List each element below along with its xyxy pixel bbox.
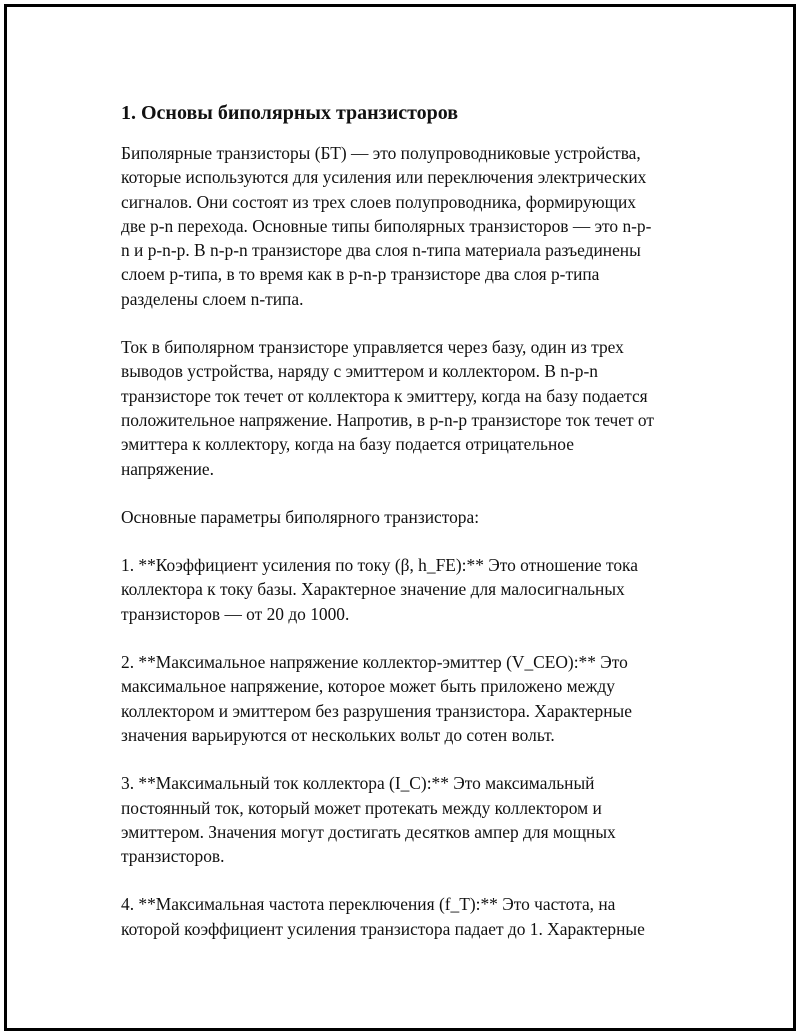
paragraph-current-flow: Ток в биполярном транзисторе управляется через базу, один из трех выводов устройства, наряду с эмиттером и коллектором. В n-p-n транзисторе ток течет от коллектора к эмиттеру, когда на базу подается положительное напряжение. Напротив, в p-n-p транзисторе ток течет от эмиттера к коллектору, когда на базу подается отрицательное напряжение. xyxy=(121,337,654,479)
parameter-item-ft: 4. **Максимальная частота переключения (f_T):** Это частота, на которой коэффициент усиления транзистора падает до 1. Характерные xyxy=(121,894,645,939)
parameter-item-vceo: 2. **Максимальное напряжение коллектор-эмиттер (V_CEO):** Это максимальное напряжение, которое может быть приложено между коллектором и эмиттером без разрушения транзистора. Характерные значения варьируются от нескольких вольт до сотен вольт. xyxy=(121,652,632,745)
page-frame xyxy=(4,4,796,1031)
paragraph-parameters-intro: Основные параметры биполярного транзистора: xyxy=(121,506,480,527)
parameter-item-gain: 1. **Коэффициент усиления по току (β, h_FE):** Это отношение тока коллектора к току базы. Характерное значение для малосигнальных транзисторов — от 20 до 1000. xyxy=(121,555,638,624)
parameter-item-ic: 3. **Максимальный ток коллектора (I_C):** Это максимальный постоянный ток, который может протекать между коллектором и эмиттером. Значения могут достигать десятков ампер для мощных транзисторов. xyxy=(121,773,616,867)
paragraph-intro: Биполярные транзисторы (БТ) — это полупроводниковые устройства, которые используются для усиления или переключения электрических сигналов. Они состоят из трех слоев полупроводника, формирующих две p-n перехода. Основные типы биполярных транзисторов — это n-p- n и p-n-p. В n-p-n транзисторе два слоя n-типа материала разъединены слоем p-типа, в то время как в p-n-p транзисторе два слоя p-типа разделены слоем n-типа. xyxy=(121,143,652,309)
document-body xyxy=(121,99,701,965)
section-heading: 1. Основы биполярных транзисторов xyxy=(121,102,459,124)
